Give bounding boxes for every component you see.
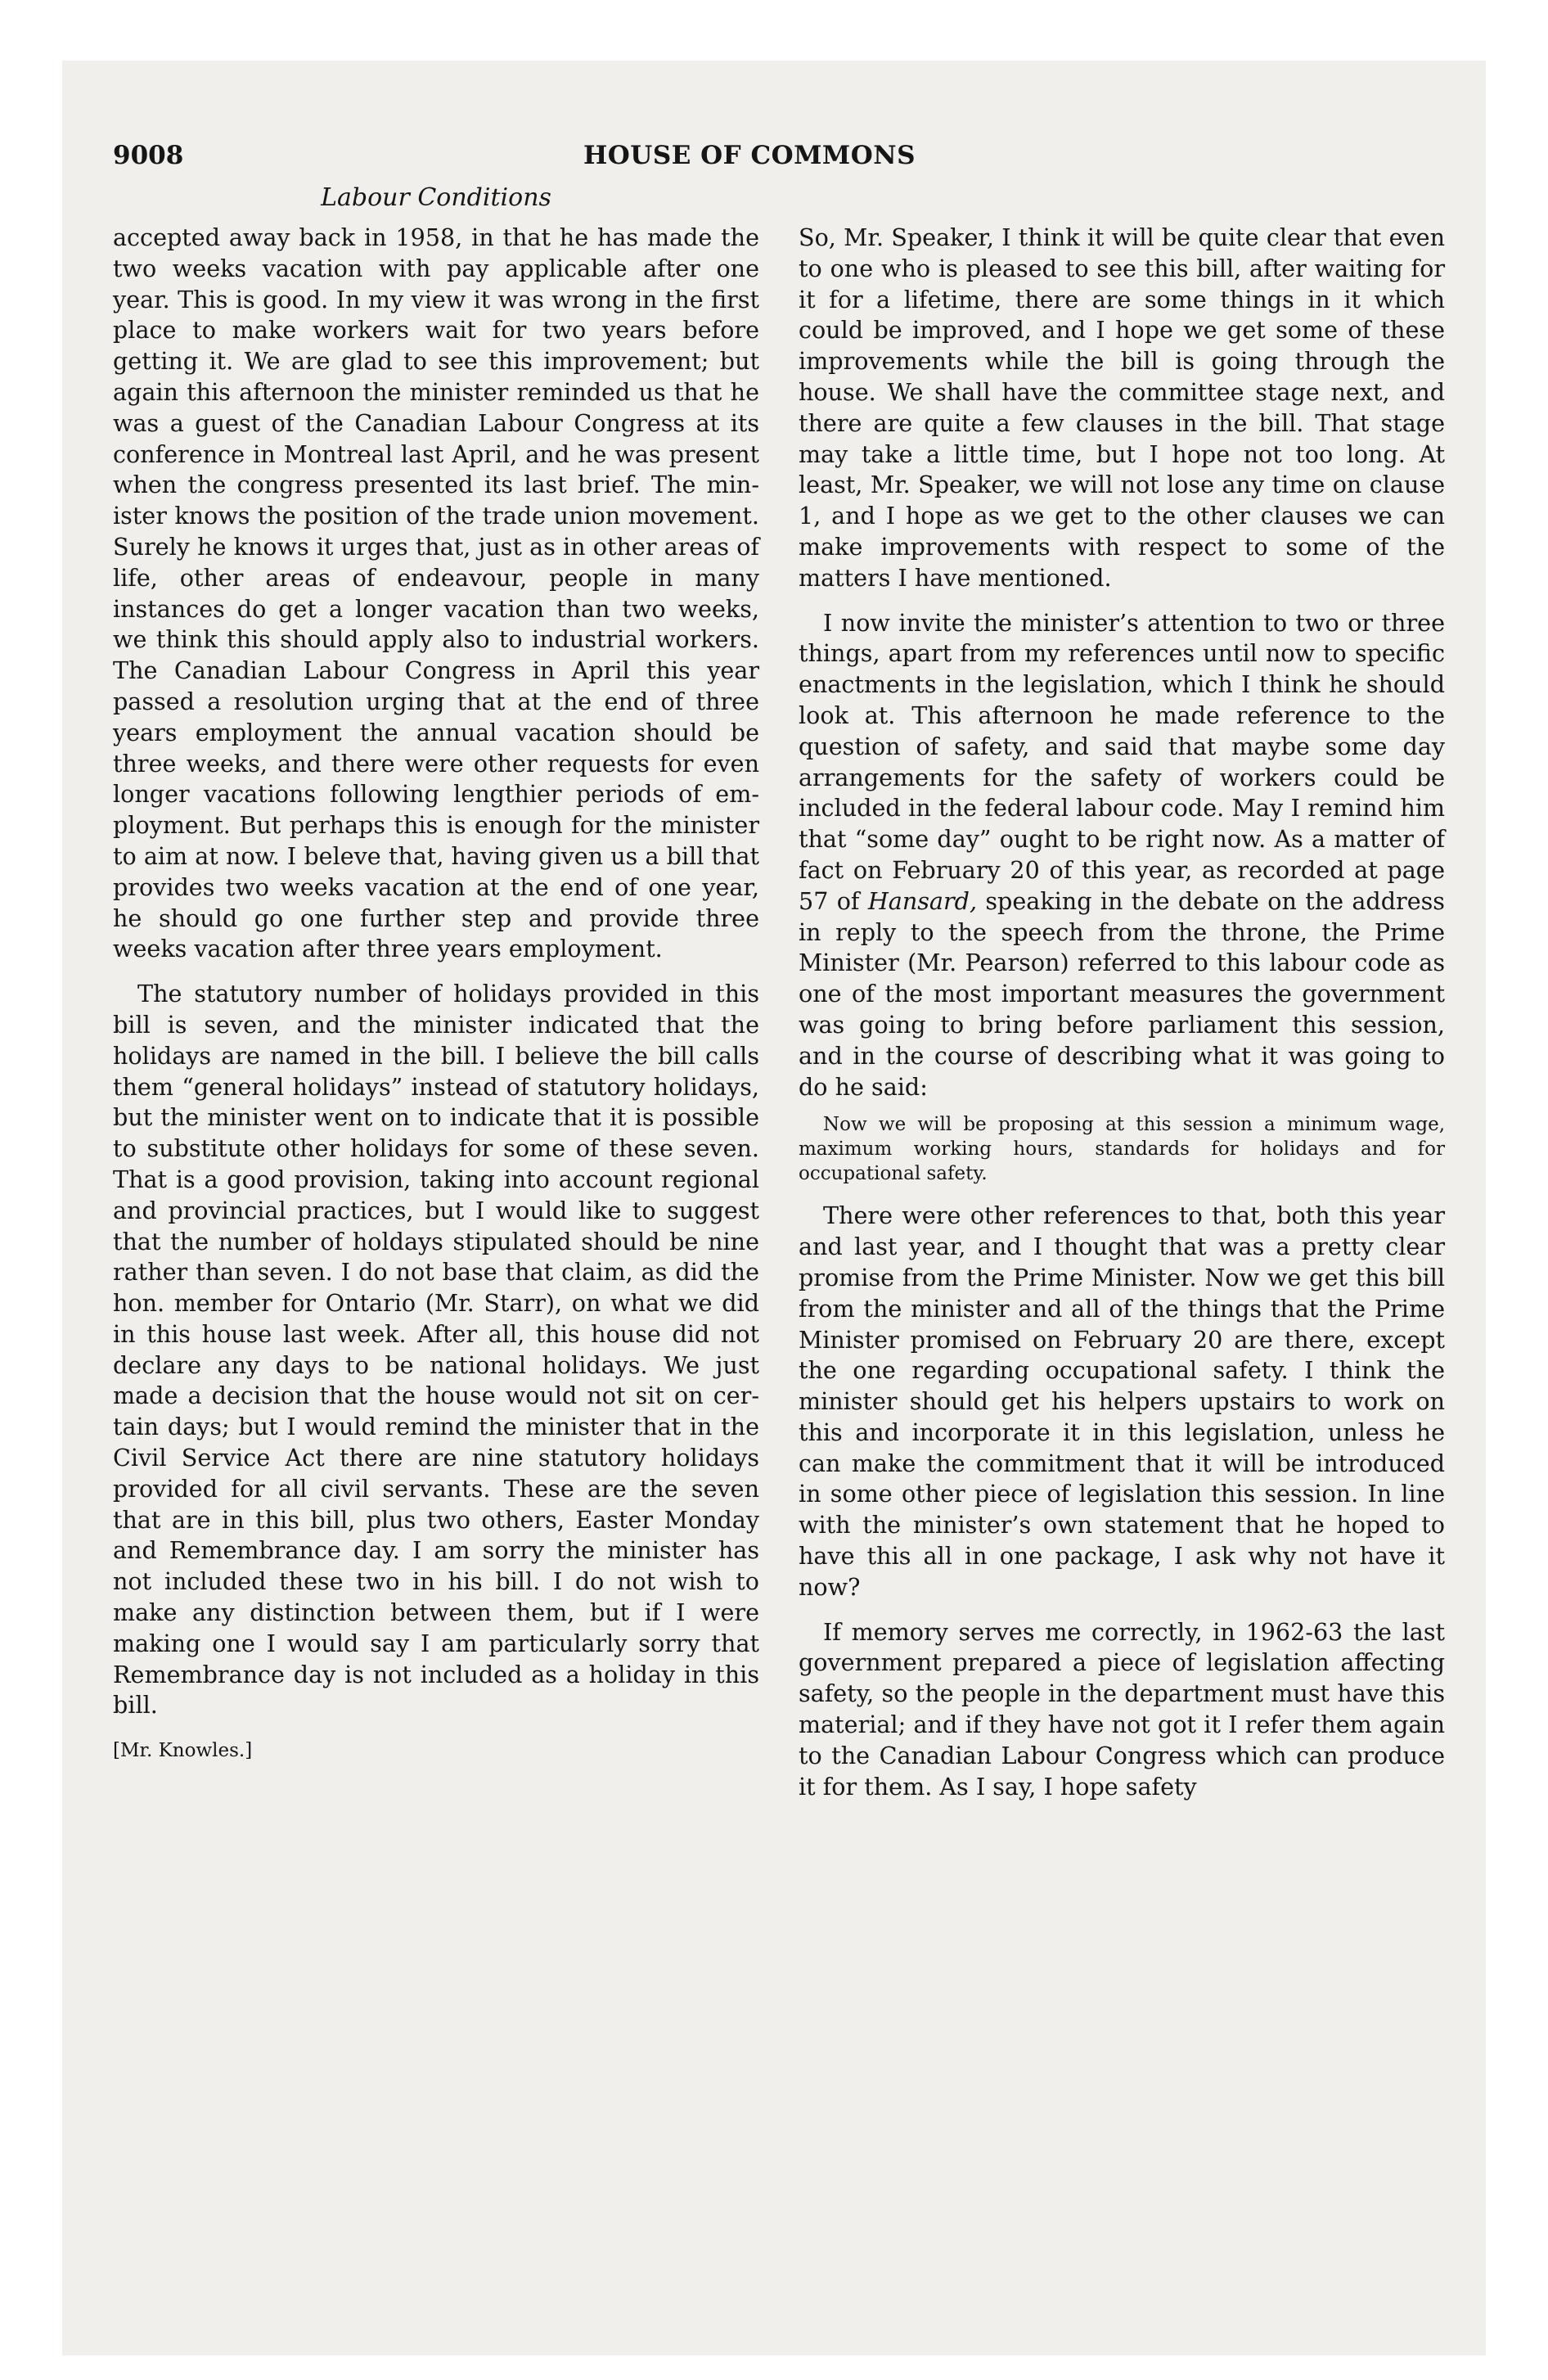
right-paragraph-2-text-a: I now invite the minister’s attention to two or three things, apart from my references until now to specific enactments in the legislation, which I think he should look at. This afternoon he made reference to the question of safety, and said that maybe some day arrangements for the safety of workers could be included in the federal labour code. May I remind him that “some day” ought to be right now. As a matter of fact on February 20 of this year, as recorded at page 57 of xyxy=(799,608,1445,915)
left-paragraph-1: accepted away back in 1958, in that he has made the two weeks vacation with pay applicable after one year. This is good. In my view it was wrong in the first place to make workers wait for two years before getting it. We are glad to see this improvement; but again this afternoon the minister reminded us that he was a guest of the Canadian Labour Congress at its conference in Montreal last April, and he was present when the congress presented its last brief. The minister knows the position of the trade union movement. Surely he knows it urges that, just as in other areas of life, other areas of endeavour, people in many instances do get a longer vacation than two weeks, we think this should apply also to industrial workers. The Canadian Labour Congress in April this year passed a resolution urging that at the end of three years employment the annual vacation should be three weeks, and there were other requests for even longer vacations following lengthier periods of employment. But perhaps this is enough for the minister to aim at now. I beleve that, having given us a bill that provides two weeks vacation at the end of one year, he should go one further step and provide three weeks vacation after three years employment. xyxy=(113,223,759,963)
right-paragraph-2-text-b: speaking in the debate on the address in reply to the speech from the throne, the Prime Minister (Mr. Pearson) referred to this labour code as one of the most important measures the government was going to bring before parliament this session, and in the course of describing what it was going to do he said: xyxy=(799,886,1445,1101)
page-header xyxy=(113,141,1445,187)
left-paragraph-2: The statutory number of holidays provided in this bill is seven, and the minister indicated that the holidays are named in the bill. I believe the bill calls them “general holidays” instead of statutory holidays, but the minister went on to indicate that it is possible to substitute other holidays for some of these seven. That is a good provision, taking into account regional and provincial practices, but I would like to suggest that the number of holdays stipulated should be nine rather than seven. I do not base that claim, as did the hon. member for Ontario (Mr. Starr), on what we did in this house last week. After all, this house did not declare any days to be national holidays. We just made a decision that the house would not sit on certain days; but I would remind the minister that in the Civil Service Act there are nine statutory holidays provided for all civil servants. These are the seven that are in this bill, plus two others, Easter Monday and Remembrance day. I am sorry the minister has not included these two in his bill. I do not wish to make any distinction between them, but if I were making one I would say I am particularly sorry that Remembrance day is not included as a holiday in this bill. xyxy=(113,980,759,1720)
running-title: HOUSE OF COMMONS xyxy=(583,141,916,170)
right-paragraph-2 xyxy=(799,608,1445,1103)
block-quote: Now we will be proposing at this session a minimum wage, maximum working hours, standards for holidays and for occupational safety. xyxy=(799,1114,1445,1185)
page-number: 9008 xyxy=(113,141,184,170)
speaker-tag: [Mr. Knowles.] xyxy=(113,1740,253,1762)
right-paragraph-4: If memory serves me correctly, in 1962-63 the last government prepared a piece of legislation affecting safety, so the people in the department must have this material; and if they have not got it I refer them again to the Canadian Labour Congress which can produce it for them. As I say, I hope safety xyxy=(799,1617,1445,1801)
hansard-reference: Hansard, xyxy=(867,886,978,915)
left-column xyxy=(113,223,759,1767)
right-paragraph-1: So, Mr. Speaker, I think it will be quite clear that even to one who is pleased to see this bill, after waiting for it for a lifetime, there are some things in it which could be improved, and I hope we get some of these improvements while the bill is going through the house. We shall have the committee stage next, and there are quite a few clauses in the bill. That stage may take a little time, but I hope not too long. At least, Mr. Speaker, we will not lose any time on clause 1, and I hope as we get to the other clauses we can make improvements with respect to some of the matters I have mentioned. xyxy=(799,223,1445,592)
right-paragraph-3: There were other references to that, both this year and last year, and I thought that was a pretty clear promise from the Prime Minister. Now we get this bill from the minister and all of the things that the Prime Minister promised on February 20 are there, except the one regarding occupational safety. I think the minister should get his helpers upstairs to work on this and incorporate it in this legislation, unless he can make the commitment that it will be introduced in some other piece of legislation this session. In line with the minister’s own statement that he hoped to have this all in one package, I ask why not have it now? xyxy=(799,1201,1445,1601)
right-column xyxy=(799,223,1445,1802)
section-title: Labour Conditions xyxy=(321,183,551,212)
